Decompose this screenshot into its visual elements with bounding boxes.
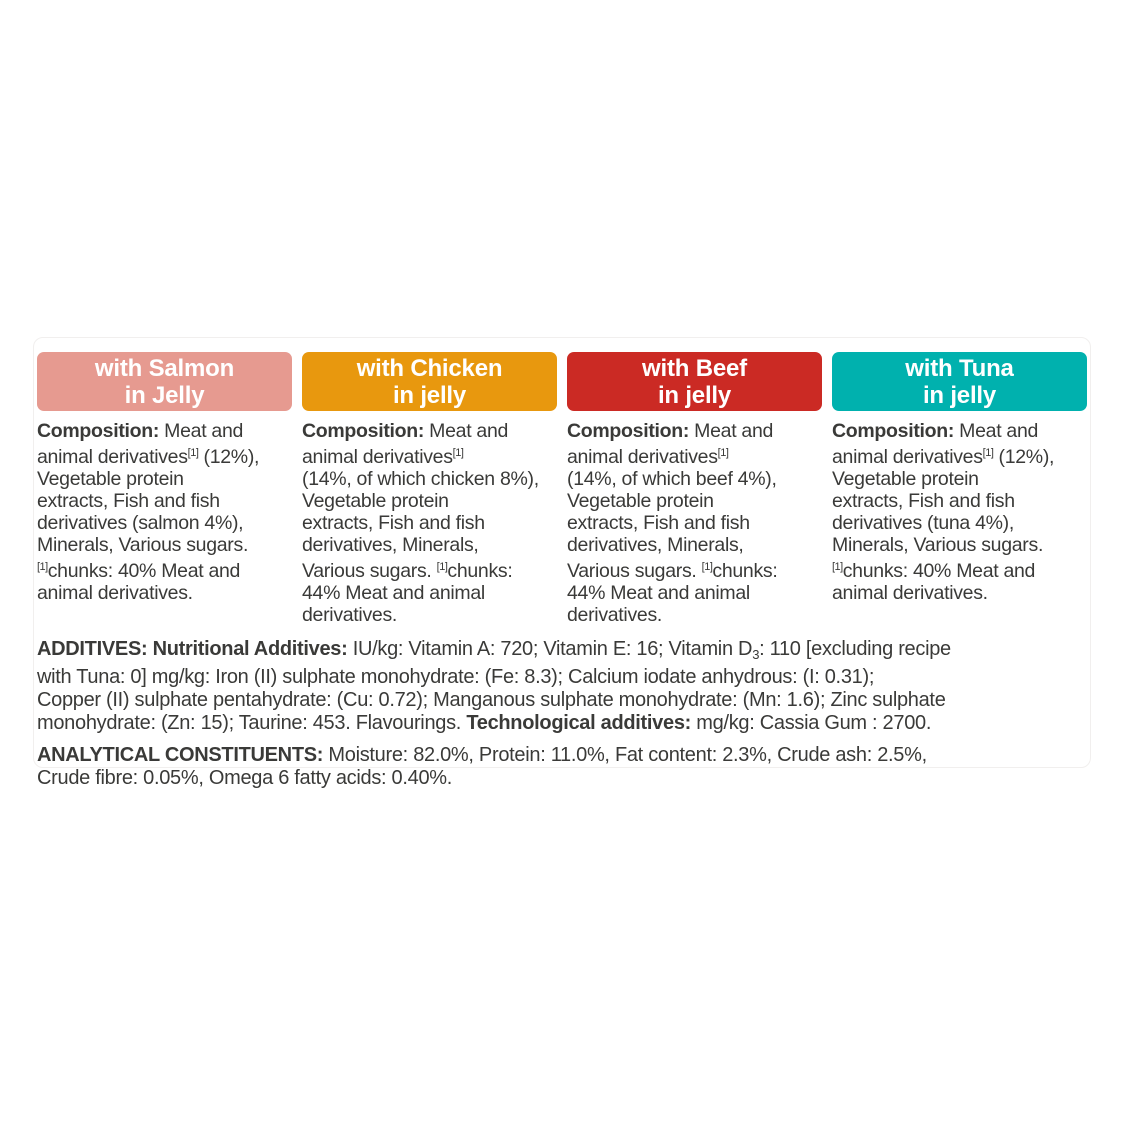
flavor-column-salmon xyxy=(37,352,292,626)
flavor-header-tuna xyxy=(832,352,1087,411)
flavor-header-chicken xyxy=(302,352,557,411)
flavor-columns xyxy=(37,352,1087,626)
flavor-header-line1: with Tuna xyxy=(905,354,1014,382)
flavor-column-beef xyxy=(567,352,822,626)
flavor-header-line2: in jelly xyxy=(392,381,467,409)
composition-text-salmon: Composition: Meat and animal derivatives[1] (12%), Vegetable protein extracts, Fish and fish derivatives (salmon 4%), Minerals, Various sugars. [1]chunks: 40% Meat and animal derivatives. xyxy=(37,420,260,604)
ingredients-panel xyxy=(33,337,1091,789)
flavor-header-line1: with Beef xyxy=(642,354,747,382)
flavor-header-line2: in jelly xyxy=(657,381,732,409)
composition-text-tuna: Composition: Meat and animal derivatives[1] (12%), Vegetable protein extracts, Fish and fish derivatives (tuna 4%), Minerals, Various sugars. [1]chunks: 40% Meat and animal derivatives. xyxy=(832,420,1055,604)
flavor-header-line2: in jelly xyxy=(922,381,997,409)
additives-paragraph: ADDITIVES: Nutritional Additives: IU/kg: Vitamin A: 720; Vitamin E: 16; Vitamin $D_3$: 110 [excluding recipe with Tuna: 0] mg/kg: Iron (II) sulphate monohydrate: (Fe: 8.3); Calcium iodate anhydrous: (I: 0.31); Copper (II) sulphate pentahydrate: (Cu: 0.72); Manganous sulphate monohydrate: (Mn: 1.6); Zinc sulphate monohydrate: (Zn: 15); Taurine: 453. Flavourings. Technological additives: mg/kg: Cassia Gum : 2700. xyxy=(37,638,951,734)
flavor-header-line1: with Salmon xyxy=(94,354,235,382)
composition-text-beef: Composition: Meat and animal derivatives[1] (14%, of which beef 4%), Vegetable protein extracts, Fish and fish derivatives, Minerals, Various sugars. [1]chunks: 44% Meat and animal derivatives. xyxy=(567,420,778,626)
analytical-constituents-paragraph: ANALYTICAL CONSTITUENTS: Moisture: 82.0%, Protein: 11.0%, Fat content: 2.3%, Crude ash: 2.5%, Crude fibre: 0.05%, Omega 6 fatty acids: 0.40%. xyxy=(37,744,927,789)
flavor-column-chicken xyxy=(302,352,557,626)
composition-text-chicken: Composition: Meat and animal derivatives[1] (14%, of which chicken 8%), Vegetable protein extracts, Fish and fish derivatives, Minerals, Various sugars. [1]chunks: 44% Meat and animal derivatives. xyxy=(302,420,539,626)
flavor-header-line2: in Jelly xyxy=(124,381,205,409)
flavor-header-salmon xyxy=(37,352,292,411)
flavor-column-tuna xyxy=(832,352,1087,626)
flavor-header-line1: with Chicken xyxy=(356,354,503,382)
flavor-header-beef xyxy=(567,352,822,411)
